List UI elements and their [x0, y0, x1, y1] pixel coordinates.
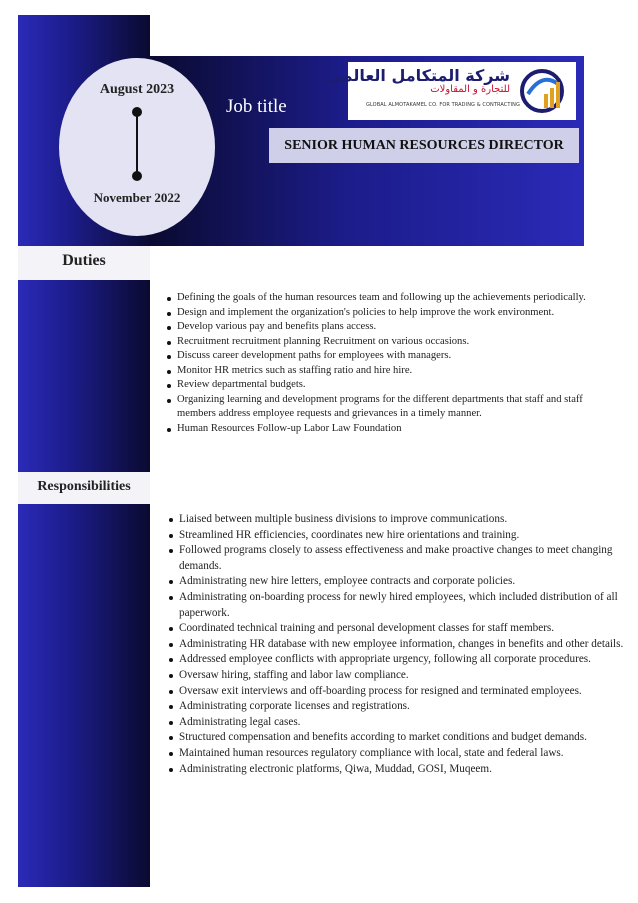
list-item: Maintained human resources regulatory compliance with local, state and federal laws.: [179, 746, 629, 762]
list-item: Streamlined HR efficiencies, coordinates new hire orientations and training.: [179, 528, 629, 544]
list-item: Monitor HR metrics such as staffing ratio and hire hire.: [177, 364, 617, 379]
list-item: Administrating legal cases.: [179, 715, 629, 731]
list-item: Administrating electronic platforms, Qiwa, Muddad, GOSI, Muqeem.: [179, 762, 629, 778]
list-item: Administrating corporate licenses and registrations.: [179, 699, 629, 715]
list-item: Human Resources Follow-up Labor Law Foundation: [177, 422, 617, 437]
list-item: Structured compensation and benefits according to market conditions and budget demands.: [179, 730, 629, 746]
company-logo: [326, 62, 576, 120]
job-title-label: Job title: [226, 96, 287, 117]
end-date: August 2023: [99, 82, 175, 97]
list-item: Followed programs closely to assess effectiveness and make proactive changes to meet changing demands.: [179, 543, 629, 574]
timeline-dot-bottom: [132, 171, 142, 181]
logo-arabic-name: شركة المتكامل العالمي: [326, 66, 510, 85]
list-item: Oversaw hiring, staffing and labor law compliance.: [179, 668, 629, 684]
duties-list: [165, 291, 617, 436]
date-range-oval: [59, 58, 215, 236]
position-title-box: [269, 128, 579, 163]
list-item: Develop various pay and benefits plans access.: [177, 320, 617, 335]
list-item: Review departmental budgets.: [177, 378, 617, 393]
logo-arabic-tagline: للتجارة و المقاولات: [430, 84, 510, 95]
list-item: Recruitment recruitment planning Recruitment on various occasions.: [177, 335, 617, 350]
responsibilities-heading: Responsibilities: [18, 472, 150, 504]
list-item: Oversaw exit interviews and off-boarding process for resigned and terminated employees.: [179, 684, 629, 700]
list-item: Defining the goals of the human resources team and following up the achievements periodically.: [177, 291, 617, 306]
list-item: Administrating on-boarding process for newly hired employees, which included distribution of all paperwork.: [179, 590, 629, 621]
start-date: November 2022: [93, 190, 181, 205]
timeline-line: [136, 112, 138, 176]
list-item: Design and implement the organization's policies to help improve the work environment.: [177, 306, 617, 321]
list-item: Administrating new hire letters, employee contracts and corporate policies.: [179, 574, 629, 590]
list-item: Administrating HR database with new employee information, changes in benefits and other details.: [179, 637, 629, 653]
responsibilities-list: [167, 512, 629, 777]
logo-english-name: GLOBAL ALMOTAKAMEL CO. FOR TRADING & CONTRACTING: [366, 102, 520, 108]
list-item: Addressed employee conflicts with appropriate urgency, following all corporate procedures.: [179, 652, 629, 668]
logo-mark-icon: [518, 66, 570, 116]
list-item: Liaised between multiple business divisions to improve communications.: [179, 512, 629, 528]
list-item: Coordinated technical training and personal development classes for staff members.: [179, 621, 629, 637]
duties-heading: Duties: [18, 246, 150, 280]
position-title: SENIOR HUMAN RESOURCES DIRECTOR: [284, 138, 564, 153]
list-item: Organizing learning and development programs for the different departments that staff and staff members address employee requests and grievances in a timely manner.: [177, 393, 617, 422]
list-item: Discuss career development paths for employees with managers.: [177, 349, 617, 364]
